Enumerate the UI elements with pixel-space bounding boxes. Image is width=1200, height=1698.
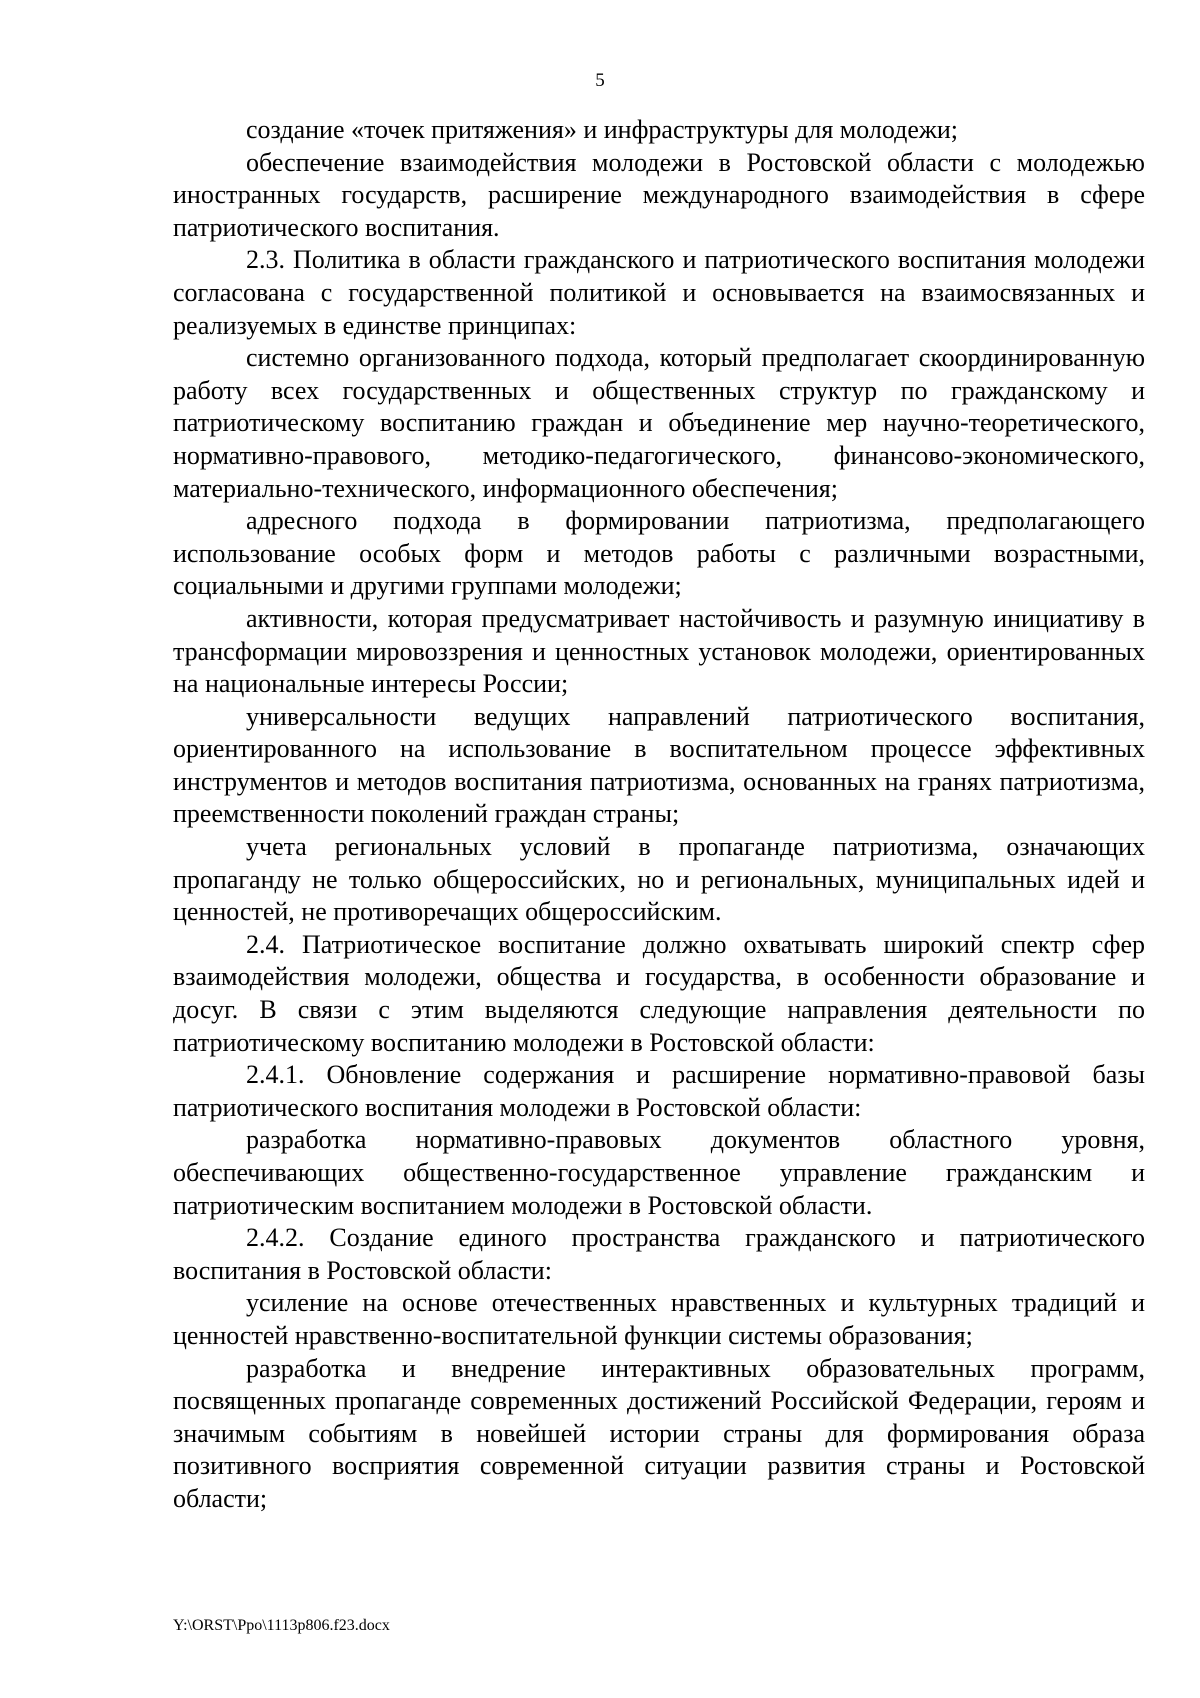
paragraph: разработка нормативно-правовых документов областного уровня, обеспечивающих общественно-государственное управление гражданским и патриотическим воспитанием молодежи в Ростовской области.	[173, 1125, 1145, 1220]
paragraph: 2.4.1. Обновление содержания и расширение нормативно-правовой базы патриотического воспитания молодежи в Ростовской области:	[173, 1060, 1145, 1122]
paragraph: 2.4. Патриотическое воспитание должно охватывать широкий спектр сфер взаимодействия молодежи, общества и государства, в особенности образование и досуг. В связи с этим выделяются следующие направления деятельности по патриотическому воспитанию молодежи в Ростовской области:	[173, 929, 1145, 1057]
paragraph: активности, которая предусматривает настойчивость и разумную инициативу в трансформации мировоззрения и ценностных установок молодежи, ориентированных на национальные интересы России;	[173, 603, 1145, 699]
paragraph: универсальности ведущих направлений патриотического воспитания, ориентированного на использование в воспитательном процессе эффективных инструментов и методов воспитания патриотизма, основанных на гранях патриотизма, преемственности поколений граждан страны;	[173, 701, 1145, 829]
paragraph: разработка и внедрение интерактивных образовательных программ, посвященных пропаганде современных достижений Российской Федерации, героям и значимым событиям в новейшей истории страны для формирования образа позитивного восприятия современной ситуации развития страны и Ростовской области;	[173, 1353, 1145, 1513]
paragraph: учета региональных условий в пропаганде патриотизма, означающих пропаганду не только общероссийских, но и региональных, муниципальных идей и ценностей, не противоречащих общероссийским.	[173, 832, 1145, 927]
paragraph: адресного подхода в формировании патриотизма, предполагающего использование особых форм и методов работы с различными возрастными, социальными и другими группами молодежи;	[173, 506, 1145, 601]
page-number: 5	[595, 70, 605, 91]
paragraph: создание «точек притяжения» и инфраструктуры для молодежи;	[246, 115, 958, 144]
paragraph: системно организованного подхода, который предполагает скоординированную работу всех государственных и общественных структур по гражданскому и патриотическому воспитанию граждан и объединение мер научно-теоретического, нормативно-правового, методико-педагогического, финансово-экономического, материально-технического, информационного обеспечения;	[173, 343, 1145, 503]
footer-file-path: Y:\ORST\Ppo\1113p806.f23.docx	[173, 1617, 390, 1634]
paragraph: усиление на основе отечественных нравственных и культурных традиций и ценностей нравственно-воспитательной функции системы образования;	[173, 1288, 1145, 1350]
paragraph: обеспечение взаимодействия молодежи в Ростовской области с молодежью иностранных государств, расширение международного взаимодействия в сфере патриотического воспитания.	[173, 147, 1145, 242]
paragraph: 2.3. Политика в области гражданского и патриотического воспитания молодежи согласована с государственной политикой и основывается на взаимосвязанных и реализуемых в единстве принципах:	[173, 245, 1145, 340]
paragraph: 2.4.2. Создание единого пространства гражданского и патриотического воспитания в Ростовской области:	[173, 1223, 1145, 1285]
document-body	[173, 114, 1145, 1516]
